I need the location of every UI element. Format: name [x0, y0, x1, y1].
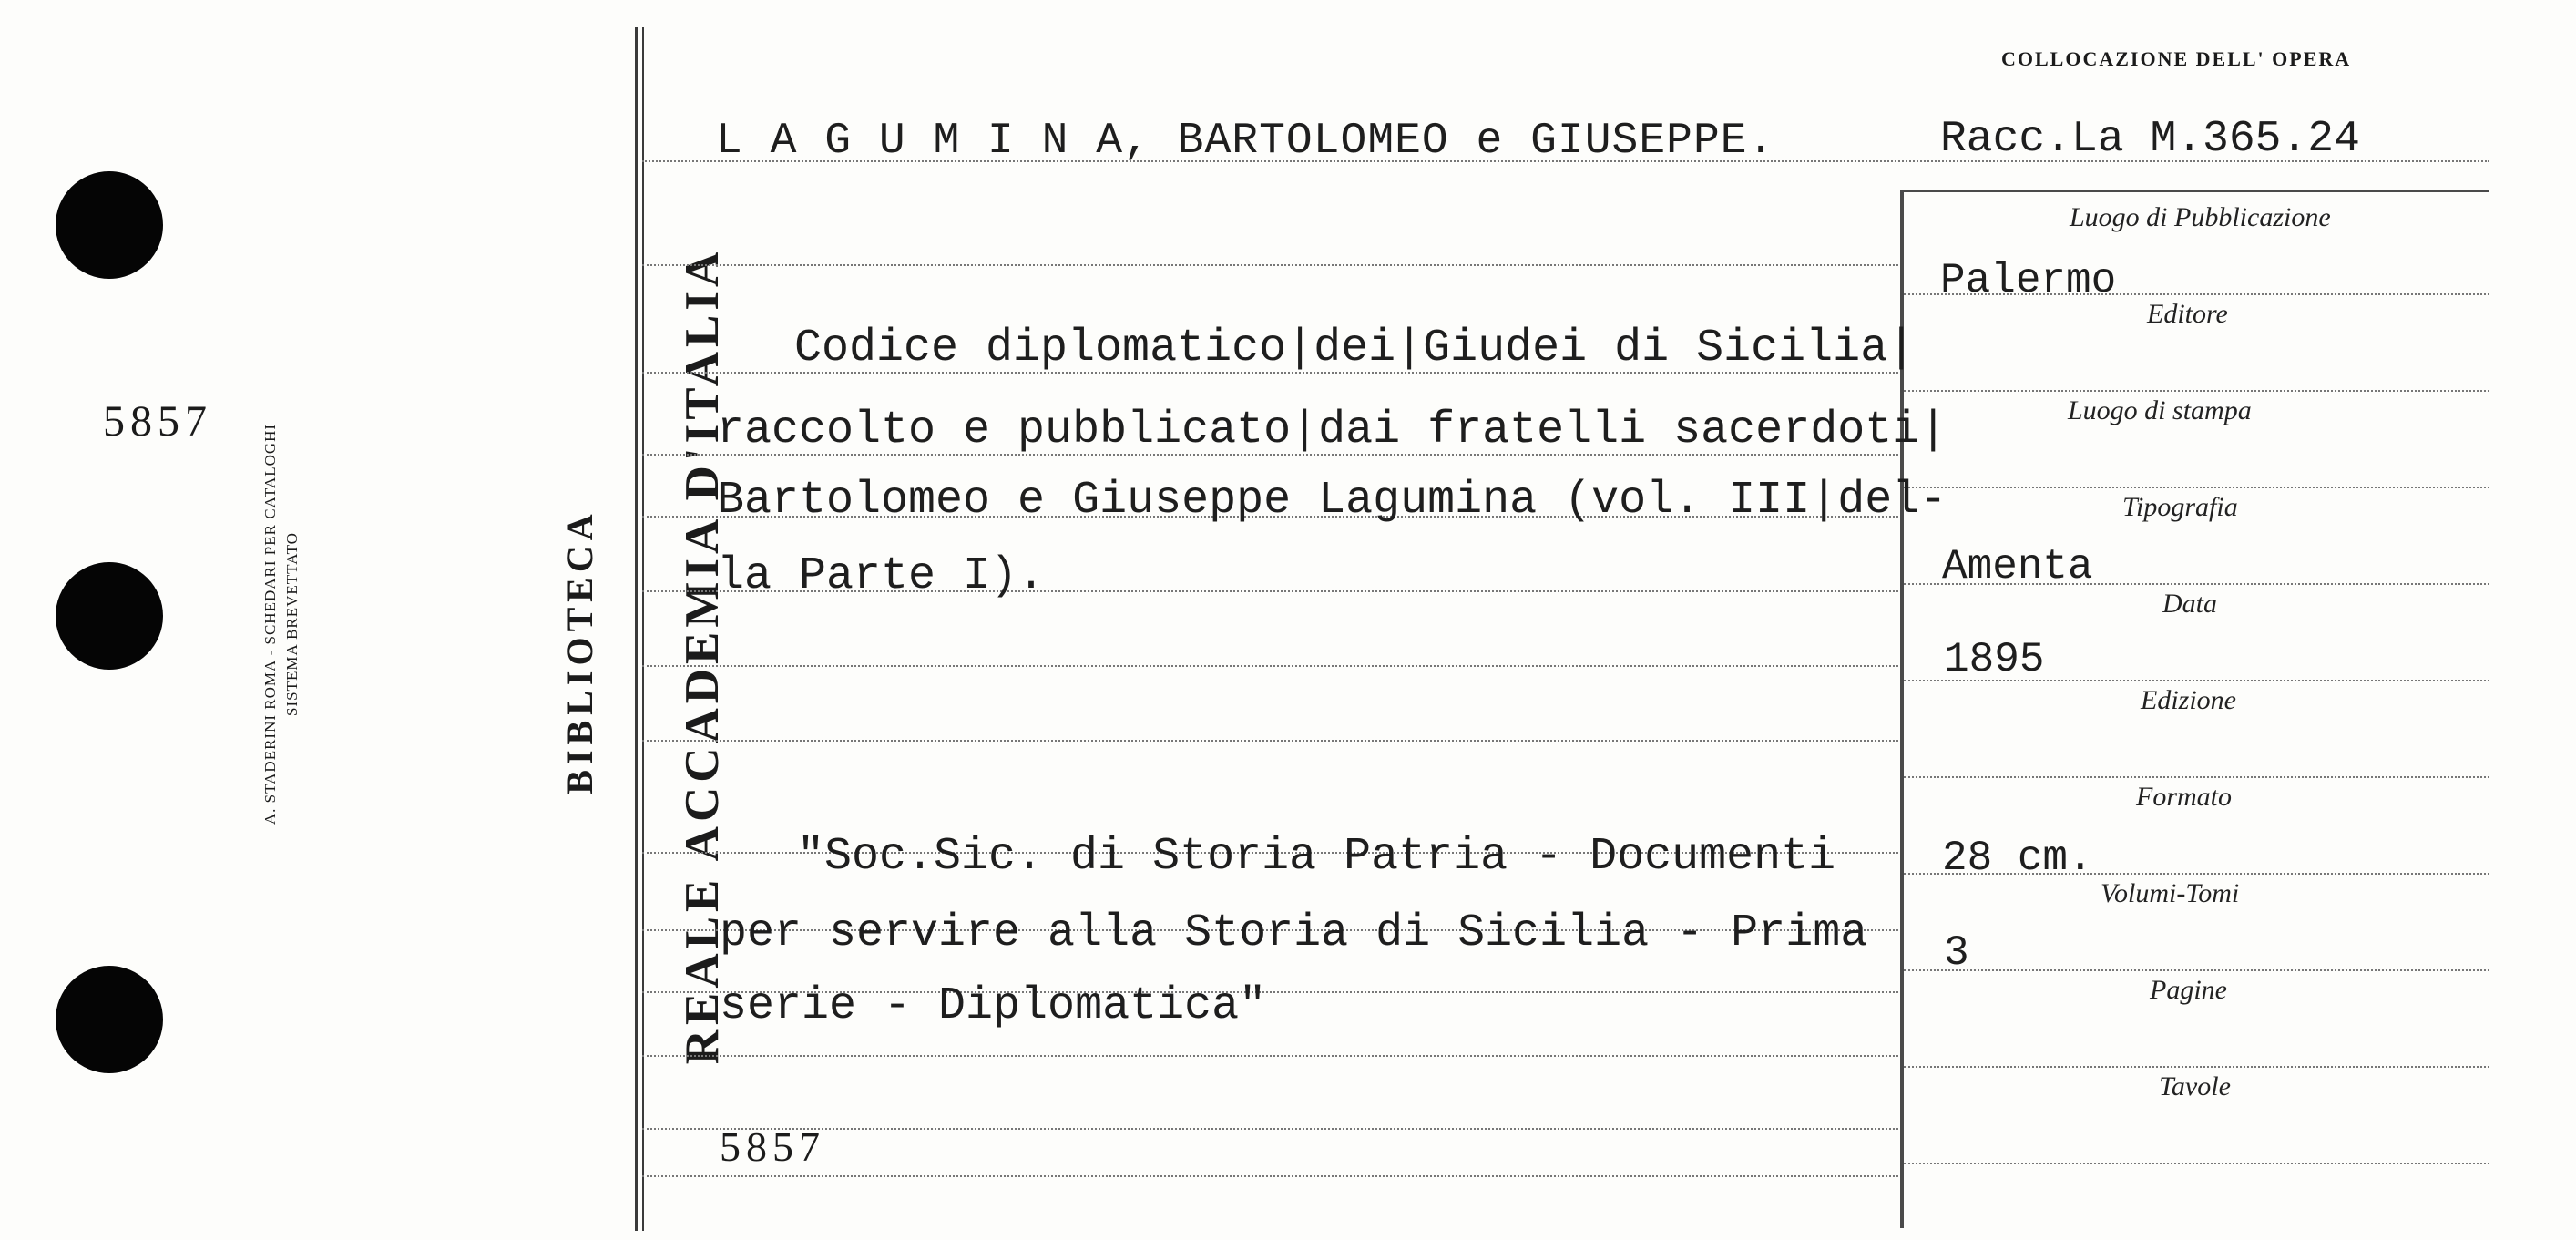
ruled-line	[642, 740, 1902, 742]
series-line-1: "Soc.Sic. di Storia Patria - Documenti	[797, 831, 1836, 883]
volumi-value: 3	[1944, 929, 1969, 977]
ruled-line	[642, 264, 1902, 266]
margin-line-1	[635, 27, 638, 1231]
editore-label: Editore	[2147, 299, 2228, 329]
ruled-line	[642, 665, 1902, 667]
shelfmark: Racc.La M.365.24	[1940, 115, 2360, 164]
series-line-3: serie - Diplomatica"	[720, 980, 1267, 1032]
library-name: BIBLIOTECA	[559, 508, 600, 794]
tipografia-value: Amenta	[1942, 543, 2093, 590]
volumi-label: Volumi-Tomi	[2101, 878, 2240, 908]
punch-hole-top	[56, 171, 163, 279]
punch-hole-bottom	[56, 966, 163, 1073]
institution-name: REALE ACCADEMIA D'ITALIA	[676, 247, 729, 1065]
data-label: Data	[2162, 589, 2217, 619]
data-value: 1895	[1944, 636, 2045, 683]
side-ruled-line	[1904, 487, 2489, 488]
formato-value: 28 cm.	[1942, 835, 2093, 882]
luogo-pubblicazione-value: Palermo	[1940, 257, 2117, 304]
side-ruled-line	[1904, 390, 2489, 392]
collocation-label: COLLOCAZIONE DELL' OPERA	[2001, 47, 2352, 70]
author-heading: L A G U M I N A, BARTOLOMEO e GIUSEPPE.	[716, 117, 1775, 166]
formato-label: Formato	[2136, 782, 2232, 812]
ruled-line	[642, 1175, 1902, 1177]
title-line-3: Bartolomeo e Giuseppe Lagumina (vol. III|del-	[717, 475, 1947, 527]
printer-imprint	[260, 305, 305, 943]
printer-line-2: SISTEMA BREVETTATO	[283, 532, 301, 716]
tipografia-label: Tipografia	[2122, 492, 2238, 522]
series-line-2: per servire alla Storia di Sicilia - Prima	[720, 907, 1868, 959]
side-ruled-line	[1904, 776, 2489, 778]
side-ruled-line	[1904, 1066, 2489, 1068]
printer-line-1: A. STADERINI ROMA - SCHEDARI PER CATALOGHI	[261, 423, 279, 825]
edizione-label: Edizione	[2141, 685, 2236, 715]
tavole-label: Tavole	[2159, 1071, 2231, 1102]
left-card-number: 5857	[103, 397, 212, 446]
pagine-label: Pagine	[2150, 975, 2227, 1005]
luogo-pubblicazione-label: Luogo di Pubblicazione	[2070, 202, 2331, 232]
side-ruled-line	[1904, 1163, 2489, 1164]
side-box-top-border	[1900, 190, 2489, 192]
bottom-card-number: 5857	[720, 1123, 825, 1170]
title-line-1: Codice diplomatico|dei|Giudei di Sicilia|	[794, 323, 1916, 374]
side-ruled-line	[1904, 969, 2489, 971]
luogo-stampa-label: Luogo di stampa	[2068, 395, 2252, 425]
margin-line-2	[642, 27, 644, 1231]
ruled-line	[642, 1128, 1902, 1130]
title-line-4: la Parte I).	[717, 550, 1046, 602]
title-line-2: raccolto e pubblicato|dai fratelli sacerdoti|	[717, 405, 1947, 456]
punch-hole-middle	[56, 562, 163, 670]
ruled-line	[642, 1055, 1902, 1057]
